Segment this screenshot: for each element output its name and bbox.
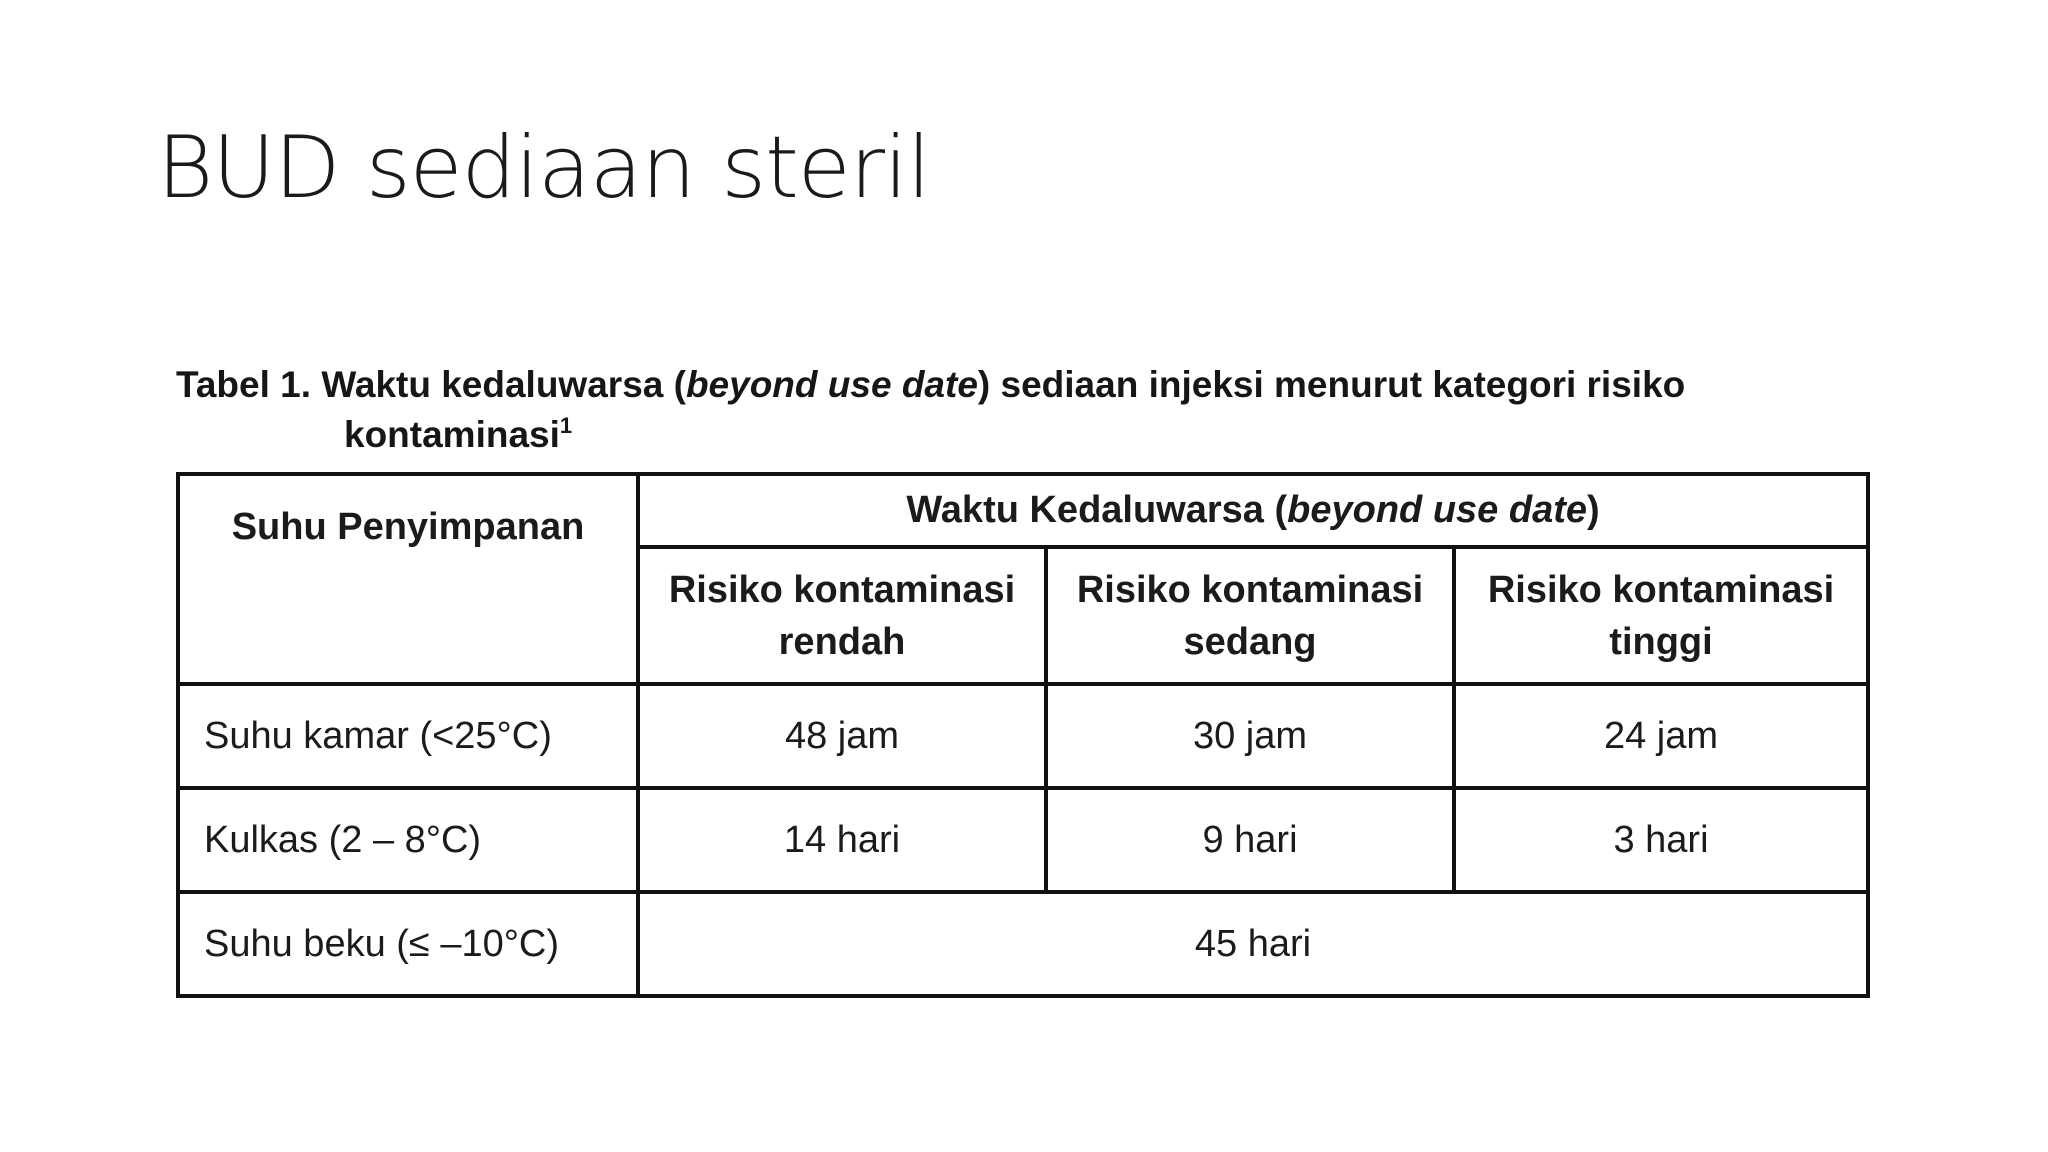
cell-risk-low: 48 jam	[638, 684, 1046, 788]
cell-risk-mid: 30 jam	[1046, 684, 1454, 788]
header-storage: Suhu Penyimpanan	[178, 474, 638, 684]
header-bud-after: )	[1587, 489, 1600, 532]
cell-all-risk: 45 hari	[638, 892, 1868, 996]
cell-risk-low: 14 hari	[638, 788, 1046, 892]
header-bud	[638, 474, 1868, 547]
header-risk-high-line2: tinggi	[1609, 620, 1713, 663]
bud-table	[176, 472, 1870, 998]
header-bud-before: Waktu Kedaluwarsa (	[906, 489, 1288, 532]
header-risk-high-line1: Risiko kontaminasi	[1487, 568, 1835, 611]
cell-risk-high: 3 hari	[1454, 788, 1868, 892]
header-risk-mid-line2: sedang	[1183, 620, 1317, 663]
row-storage-label: Suhu beku (≤ –10°C)	[178, 892, 638, 996]
header-bud-italic: beyond use date	[1287, 489, 1587, 532]
header-risk-mid-line1: Risiko kontaminasi	[1076, 568, 1424, 611]
table-header-row	[178, 474, 1868, 547]
row-storage-label: Kulkas (2 – 8°C)	[178, 788, 638, 892]
header-risk-low-line1: Risiko kontaminasi	[668, 568, 1016, 611]
table-row	[178, 892, 1868, 996]
table-row	[178, 788, 1868, 892]
cell-risk-high: 24 jam	[1454, 684, 1868, 788]
caption-text-after: ) sediaan injeksi menurut kategori risiko kontaminasi	[344, 364, 1686, 455]
caption-prefix: Tabel 1.	[176, 364, 312, 405]
table-caption	[176, 360, 1866, 460]
table-row	[178, 684, 1868, 788]
table-figure	[176, 360, 1866, 998]
caption-text-before: Waktu kedaluwarsa (	[321, 364, 686, 405]
header-risk-mid	[1046, 547, 1454, 684]
header-risk-low-line2: rendah	[778, 620, 906, 663]
caption-italic: beyond use date	[685, 364, 978, 405]
cell-risk-mid: 9 hari	[1046, 788, 1454, 892]
slide-title: BUD sediaan steril	[157, 118, 930, 218]
header-risk-high	[1454, 547, 1868, 684]
header-risk-low	[638, 547, 1046, 684]
row-storage-label: Suhu kamar (<25°C)	[178, 684, 638, 788]
caption-footnote: 1	[559, 413, 573, 438]
